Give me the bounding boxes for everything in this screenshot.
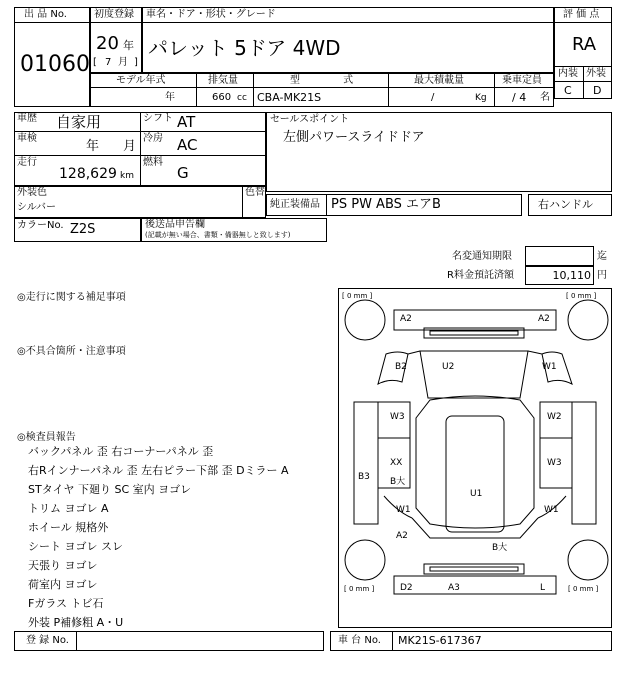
docs-label: 後送品申告欄 bbox=[145, 219, 205, 230]
defects-notes-title: ◎不具合箇所・注意事項 bbox=[17, 346, 126, 357]
max-load-value: / bbox=[431, 92, 435, 103]
steering-value: 右ハンドル bbox=[538, 198, 593, 211]
name-change-value-box bbox=[525, 246, 594, 266]
registration-month-unit: 月 bbox=[118, 57, 128, 68]
displacement-value: 660 bbox=[212, 92, 232, 103]
type-value: CBA-MK21S bbox=[257, 91, 322, 104]
inspector-line: 外装 P補修粗 A・U bbox=[28, 616, 124, 629]
max-load-unit: Kg bbox=[475, 93, 487, 103]
car-damage-diagram bbox=[338, 288, 612, 628]
mark-hood: B大 bbox=[492, 543, 508, 553]
repaint-label: 色替 bbox=[245, 187, 265, 198]
recycle-unit: 円 bbox=[597, 270, 607, 281]
equipment-label: 純正装備品 bbox=[270, 199, 320, 210]
mark-roof-center: U1 bbox=[470, 489, 483, 499]
sales-point-label: セールスポイント bbox=[270, 114, 350, 125]
reg-no-label: 登 録 No. bbox=[26, 635, 69, 646]
model-label: 車名・ドア・形状・グレード bbox=[146, 9, 276, 20]
mark-front-bumper: A3 bbox=[448, 583, 460, 593]
mileage-value: 128,629 bbox=[59, 166, 117, 182]
registration-month-open: [ bbox=[93, 57, 97, 68]
mileage-label: 走行 bbox=[17, 157, 37, 168]
grade-label: 評 価 点 bbox=[563, 9, 600, 20]
history-label: 車歴 bbox=[17, 113, 37, 124]
ac-label: 冷房 bbox=[143, 133, 163, 144]
displacement-unit: cc bbox=[237, 93, 247, 103]
inspector-line: トリム ヨゴレ A bbox=[28, 502, 109, 515]
tire-front-left bbox=[345, 540, 385, 580]
mark-rear-left-bumper: A2 bbox=[400, 314, 412, 324]
inspector-line: 荷室内 ヨゴレ bbox=[28, 578, 98, 591]
fuel-value: G bbox=[177, 164, 189, 182]
mark-rear-glass: U2 bbox=[442, 362, 455, 372]
mark-left-front-fender: W1 bbox=[396, 505, 411, 515]
mark-rear-right-quarter: W1 bbox=[542, 362, 557, 372]
mark-rear-right-bumper: A2 bbox=[538, 314, 550, 324]
first-registration-label: 初度登録 bbox=[94, 9, 134, 20]
chassis-label: 車 台 No. bbox=[338, 635, 381, 646]
tire-tread-top-right: [ 0 mm ] bbox=[566, 292, 597, 300]
mark-left-rear-door: W3 bbox=[390, 412, 405, 422]
shift-label: シフト bbox=[143, 113, 173, 124]
color-label: 外装色 bbox=[17, 187, 47, 198]
lot-number: 01060 bbox=[20, 52, 90, 77]
name-change-label: 名変通知期限 bbox=[452, 251, 512, 262]
front-grille bbox=[424, 564, 524, 574]
inspector-line: STタイヤ 下廻り SC 室内 ヨゴレ bbox=[28, 483, 192, 496]
inspector-line: 天張り ヨゴレ bbox=[28, 559, 98, 572]
model-value: パレット 5ドア 4WD bbox=[148, 36, 341, 60]
inspector-line: Fガラス トビ石 bbox=[28, 597, 104, 610]
mark-front-left-bumper: D2 bbox=[400, 583, 413, 593]
displacement-label: 排気量 bbox=[208, 75, 238, 86]
chassis-value: MK21S-617367 bbox=[398, 634, 482, 647]
roof-panel bbox=[446, 416, 504, 532]
rear-bumper-outline bbox=[394, 310, 556, 330]
ac-value: AC bbox=[177, 136, 198, 154]
lot-number-label: 出 品 No. bbox=[24, 9, 67, 20]
tire-rear-left bbox=[345, 300, 385, 340]
driving-notes-title: ◎走行に関する補足事項 bbox=[17, 292, 126, 303]
mileage-unit: km bbox=[120, 171, 134, 181]
mark-front-right-bumper: L bbox=[540, 583, 546, 593]
color-no-label: カラーNo. bbox=[17, 220, 64, 231]
tire-tread-top-left: [ 0 mm ] bbox=[342, 292, 373, 300]
rear-glass-outline bbox=[420, 351, 528, 398]
color-no-value: Z2S bbox=[70, 222, 96, 237]
mark-left-front-lower: A2 bbox=[396, 531, 408, 541]
inspector-line: ホイール 規格外 bbox=[28, 521, 109, 534]
mark-left-sill: B3 bbox=[358, 472, 370, 482]
color-value: シルバー bbox=[17, 202, 57, 213]
inspector-line: バックパネル 歪 右コーナーパネル 歪 bbox=[28, 445, 214, 458]
mark-rear-left-quarter: B2 bbox=[395, 362, 407, 372]
exterior-label: 外装 bbox=[586, 68, 606, 79]
right-side-panel bbox=[572, 402, 596, 524]
inspector-report-title: ◎検査員報告 bbox=[17, 432, 76, 443]
grade-value: RA bbox=[572, 34, 597, 55]
capacity-label: 乗車定員 bbox=[502, 75, 542, 86]
interior-grade: C bbox=[564, 84, 572, 97]
inspection-label: 車検 bbox=[17, 133, 37, 144]
left-side-panel bbox=[354, 402, 378, 524]
equipment-value: PS PW ABS エアB bbox=[331, 197, 441, 212]
front-bumper-outline bbox=[394, 576, 556, 594]
type-label: 型 式 bbox=[290, 75, 354, 86]
tire-tread-bottom-left: [ 0 mm ] bbox=[344, 585, 375, 593]
capacity-unit: 名 bbox=[540, 92, 550, 103]
name-change-unit: 迄 bbox=[597, 251, 607, 262]
registration-month: 7 bbox=[105, 57, 112, 68]
mark-roof-xx: XX bbox=[390, 458, 403, 468]
model-year-label: モデル年式 bbox=[116, 75, 166, 86]
sales-point-value: 左側パワースライドドア bbox=[283, 130, 425, 145]
inspection-month: 月 bbox=[123, 139, 137, 154]
exterior-grade: D bbox=[593, 84, 602, 97]
tire-front-right bbox=[568, 540, 608, 580]
capacity-value: / 4 bbox=[512, 91, 527, 104]
interior-label: 内装 bbox=[558, 68, 578, 79]
mark-roof-b: B大 bbox=[390, 477, 406, 487]
model-year-value: 年 bbox=[165, 92, 175, 103]
mark-right-rear-door: W2 bbox=[547, 412, 562, 422]
mark-right-front-fender: W1 bbox=[544, 505, 559, 515]
tire-rear-right bbox=[568, 300, 608, 340]
mark-right-front-door: W3 bbox=[547, 458, 562, 468]
max-load-label: 最大積載量 bbox=[414, 75, 464, 86]
tire-tread-bottom-right: [ 0 mm ] bbox=[568, 585, 599, 593]
shift-value: AT bbox=[177, 113, 196, 131]
inspection-year: 年 bbox=[86, 139, 100, 154]
fuel-label: 燃料 bbox=[143, 157, 163, 168]
recycle-label: R料金預託済額 bbox=[447, 270, 514, 281]
inspector-line: シート ヨゴレ スレ bbox=[28, 540, 123, 553]
recycle-value: 10,110 bbox=[552, 269, 591, 282]
docs-note: (記載が無い場合、書類・備器無しと致します) bbox=[145, 231, 291, 239]
registration-year: 20 bbox=[96, 33, 119, 54]
registration-month-close: ] bbox=[134, 57, 138, 68]
history-value: 自家用 bbox=[56, 113, 102, 131]
registration-year-unit: 年 bbox=[123, 39, 134, 52]
inspector-line: 右Rインナーパネル 歪 左右ピラー下部 歪 Dミラー A bbox=[28, 464, 289, 477]
